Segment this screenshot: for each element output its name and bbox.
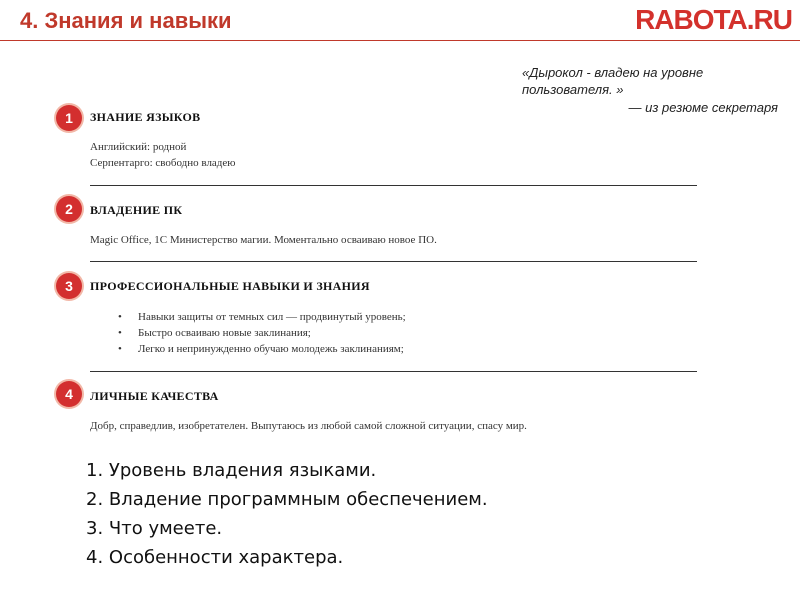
summary-list: [86, 456, 488, 572]
section-line: Английский: родной: [90, 141, 187, 153]
rabota-logo: RABOTA.RU: [635, 4, 792, 35]
section-line: Серпентарго: свободно владею: [90, 157, 236, 169]
section-number-badge: 4: [56, 381, 82, 407]
section-line: Добр, справедлив, изобретателен. Выпутаюсь из любой самой сложной ситуации, спасу мир.: [90, 420, 527, 432]
list-item: 2. Владение программным обеспечением.: [86, 489, 488, 510]
list-item: • Быстро осваиваю новые заклинания;: [118, 325, 406, 341]
section-title-personal: ЛИЧНЫЕ КАЧЕСТВА: [90, 389, 219, 403]
list-item: 1. Уровень владения языками.: [86, 460, 377, 481]
section-divider: [90, 185, 697, 186]
list-item: 4. Особенности характера.: [86, 547, 344, 568]
section-number-badge: 3: [56, 273, 82, 299]
quote-source: — из резюме секретаря: [628, 100, 778, 115]
section-divider: [90, 261, 697, 262]
section-divider: [90, 371, 697, 372]
quote-text: «Дырокол - владею на уровне пользователя. »: [522, 65, 704, 97]
section-line: Magic Office, 1С Министерство магии. Моментально осваиваю новое ПО.: [90, 234, 437, 246]
list-item: 3. Что умеете.: [86, 518, 223, 539]
list-item: • Навыки защиты от темных сил — продвинутый уровень;: [118, 309, 406, 325]
section-number-badge: 2: [56, 196, 82, 222]
skills-bullet-list: [118, 309, 406, 357]
section-title-professional: ПРОФЕССИОНАЛЬНЫЕ НАВЫКИ И ЗНАНИЯ: [90, 279, 370, 293]
section-title-languages: ЗНАНИЕ ЯЗЫКОВ: [90, 110, 201, 124]
section-title-pc: ВЛАДЕНИЕ ПК: [90, 203, 183, 217]
list-item: • Легко и непринужденно обучаю молодежь заклинаниям;: [118, 341, 406, 357]
slide-title: 4. Знания и навыки: [20, 8, 232, 33]
header-divider: [0, 40, 800, 41]
section-number-badge: 1: [56, 105, 82, 131]
